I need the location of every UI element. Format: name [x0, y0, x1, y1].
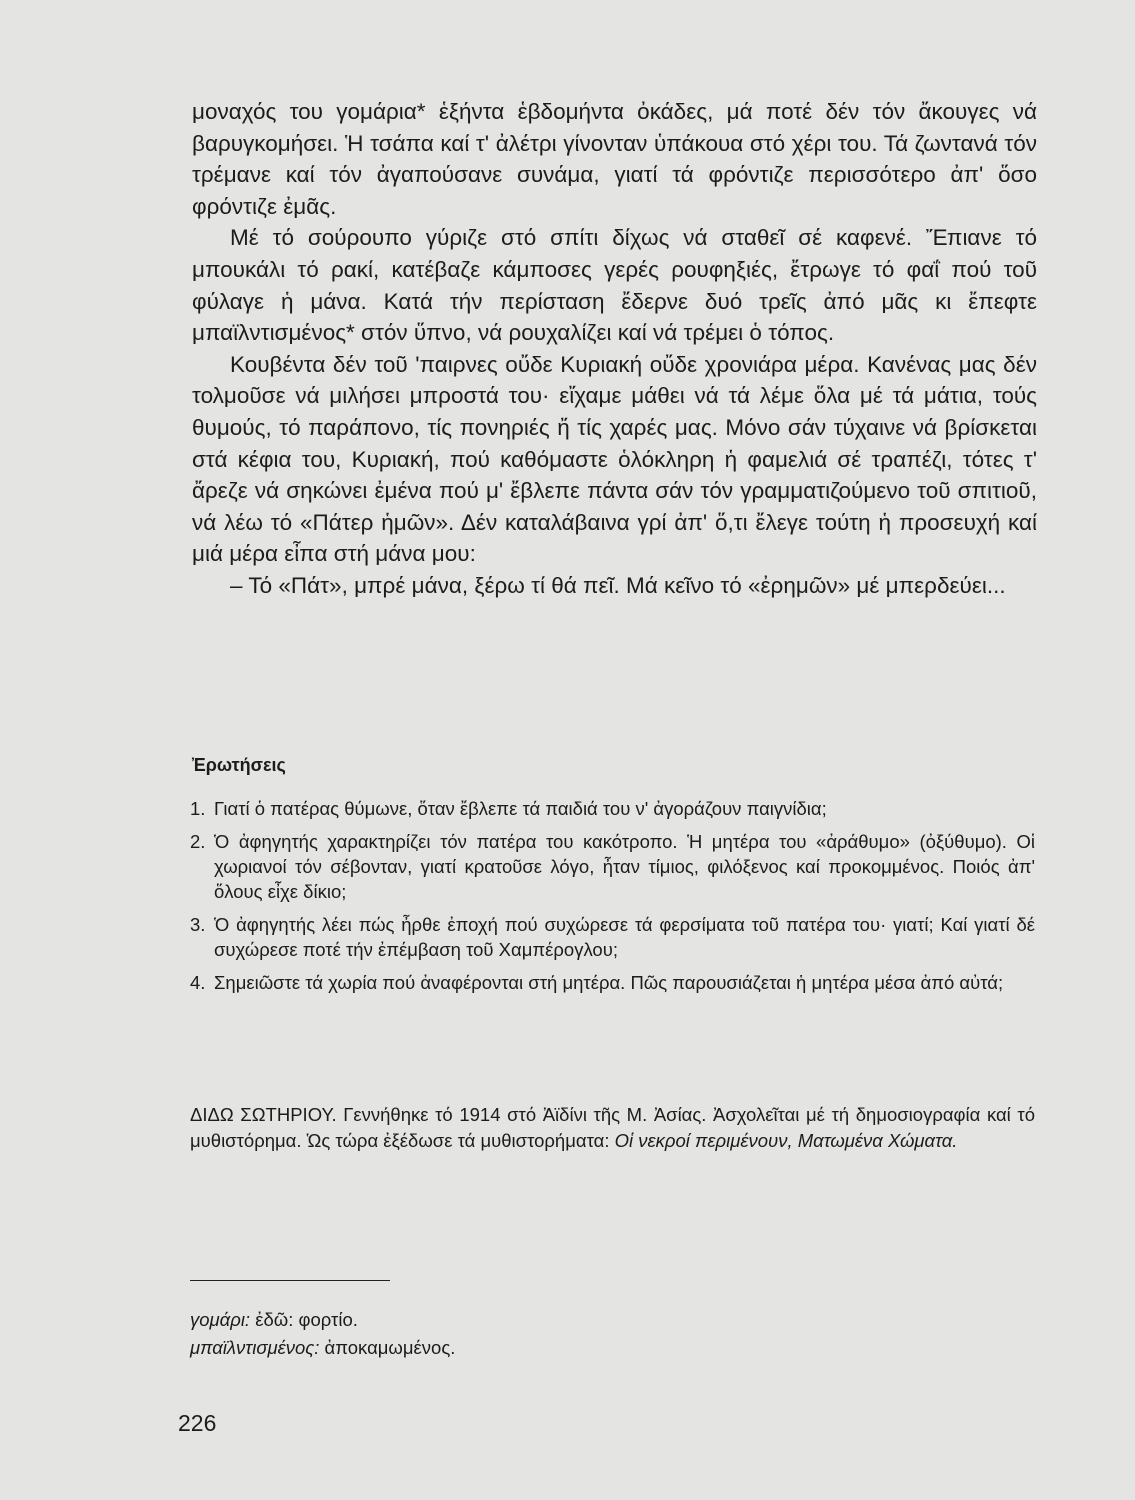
footnote-divider	[190, 1280, 390, 1281]
bio-text: ΔΙΔΩ ΣΩΤΗΡΙΟΥ. Γεννήθηκε τό 1914 στό Ἀϊδίνι τῆς Μ. Ἀσίας. Ἀσχολεῖται μέ τή δημοσιογραφία καί τό μυθιστόρημα. Ὡς τώρα ἐξέδωσε τά μυθιστορήματα:	[190, 1104, 1035, 1151]
footnote-term: γομάρι:	[190, 1309, 251, 1330]
main-text	[192, 96, 1037, 602]
bio-works: Οἱ νεκροί περιμένουν, Ματωμένα Χώματα	[614, 1130, 953, 1151]
question-text: Σημειῶστε τά χωρία πού ἀναφέρονται στή μητέρα. Πῶς παρουσιάζεται ἡ μητέρα μέσα ἀπό αὐτά;	[214, 972, 1004, 993]
question-text: Ὁ ἀφηγητής χαρακτηρίζει τόν πατέρα του κακότροπο. Ἡ μητέρα του «ἀράθυμο» (ὀξύθυμο). Οἱ χωριανοί τόν σέβονταν, γιατί κρατοῦσε λόγο, ἦταν τίμιος, φιλόξενος καί προκομμένος. Ποιός ἀπ' ὅλους εἶχε δίκιο;	[214, 831, 1035, 902]
question-number: 3.	[190, 914, 206, 935]
questions-list	[190, 796, 1035, 1003]
author-bio	[190, 1102, 1035, 1154]
footnote	[190, 1306, 455, 1334]
question-item	[190, 829, 1035, 904]
footnote-term: μπαϊλντισμένος:	[190, 1337, 320, 1358]
footnote-definition: ἀποκαμωμένος.	[319, 1337, 456, 1358]
footnotes	[190, 1306, 455, 1362]
question-number: 2.	[190, 831, 206, 852]
question-item	[190, 970, 1035, 995]
paragraph: μοναχός του γομάρια* ἑξήντα ἑβδομήντα ὀκάδες, μά ποτέ δέν τόν ἄκουγες νά βαρυγκομήσει. Ἡ τσάπα καί τ' ἀλέτρι γίνονταν ὑπάκουα στό χέρι του. Τά ζωντανά τόν τρέμανε καί τόν ἀγαπούσανε συνάμα, γιατί τά φρόντιζε περισσότερο ἀπ' ὅσο φρόντιζε ἐμᾶς.	[192, 99, 1037, 219]
footnote-definition: ἐδῶ: φορτίο.	[250, 1309, 358, 1330]
page-number: 226	[178, 1410, 217, 1436]
question-item	[190, 796, 1035, 821]
paragraph: Κουβέντα δέν τοῦ 'παιρνες οὔδε Κυριακή οὔδε χρονιάρα μέρα. Κανένας μας δέν τολμοῦσε νά μιλήσει μπροστά του· εἴχαμε μάθει νά τά λέμε ὅλα μέ τά μάτια, τούς θυμούς, τό παράπονο, τίς πονηριές ἤ τίς χαρές μας. Μόνο σάν τύχαινε νά βρίσκεται στά κέφια του, Κυριακή, πού καθόμαστε ὁλόκληρη ἡ φαμελιά σέ τραπέζι, τότες τ' ἄρεζε νά σηκώνει ἐμένα πού μ' ἔβλεπε πάντα σάν τόν γραμματιζούμενο τοῦ σπιτιοῦ, νά λέω τό «Πάτερ ἡμῶν». Δέν καταλάβαινα γρί ἀπ' ὅ,τι ἔλεγε τούτη ἡ προσευχή καί μιά μέρα εἶπα στή μάνα μου:	[192, 351, 1037, 567]
question-number: 4.	[190, 972, 206, 993]
paragraph: – Τό «Πάτ», μπρέ μάνα, ξέρω τί θά πεῖ. Μά κεῖνο τό «ἐρημῶν» μέ μπερδεύει...	[230, 572, 1006, 598]
question-item	[190, 912, 1035, 962]
paragraph: Μέ τό σούρουπο γύριζε στό σπίτι δίχως νά σταθεῖ σέ καφενέ. Ἔπιανε τό μπουκάλι τό ρακί, κατέβαζε κάμποσες γερές ρουφηξιές, ἔτρωγε τό φαΐ πού τοῦ φύλαγε ἡ μάνα. Κατά τήν περίσταση ἔδερνε δυό τρεῖς ἀπό μᾶς κι ἔπεφτε μπαϊλντισμένος* στόν ὕπνο, νά ρουχαλίζει καί νά τρέμει ὁ τόπος.	[192, 225, 1037, 346]
bio-end: .	[952, 1130, 958, 1151]
question-text: Ὁ ἀφηγητής λέει πώς ἦρθε ἐποχή πού συχώρεσε τά φερσίματα τοῦ πατέρα του· γιατί; Καί γιατί δέ συχώρεσε ποτέ τήν ἐπέμβαση τοῦ Χαμπέρογλου;	[214, 914, 1035, 960]
question-number: 1.	[190, 798, 206, 819]
question-text: Γιατί ὁ πατέρας θύμωνε, ὅταν ἔβλεπε τά παιδιά του ν' ἀγοράζουν παιγνίδια;	[214, 798, 827, 819]
questions-heading: Ἐρωτήσεις	[192, 755, 286, 775]
footnote	[190, 1334, 455, 1362]
